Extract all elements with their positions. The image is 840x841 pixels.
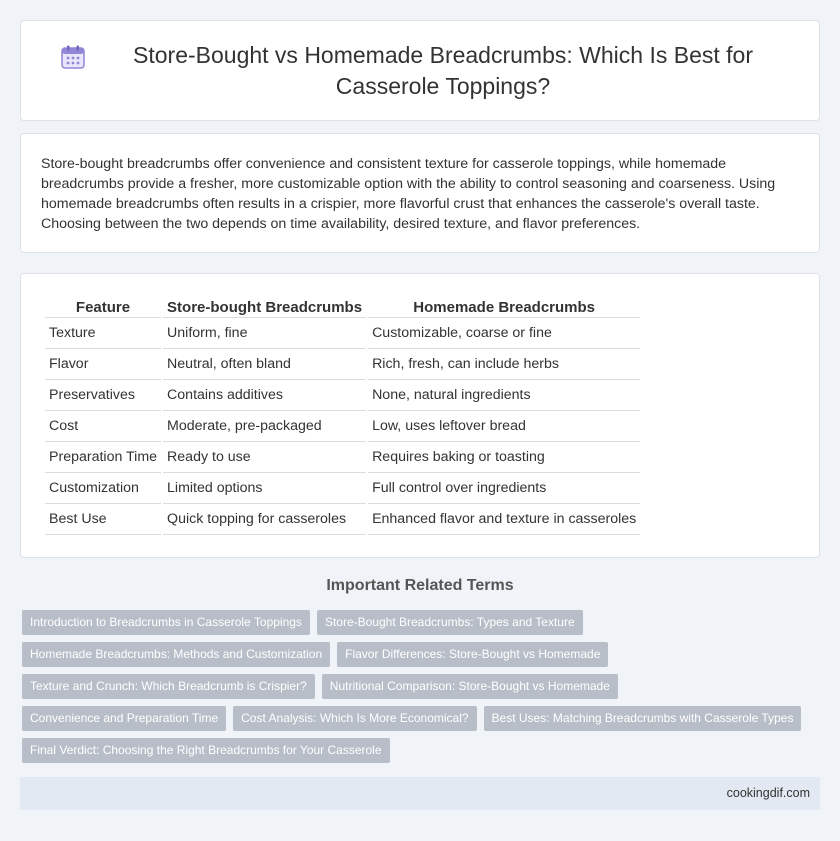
table-cell: None, natural ingredients: [368, 380, 640, 411]
table-cell: Rich, fresh, can include herbs: [368, 349, 640, 380]
footer-site-link[interactable]: cookingdif.com: [726, 786, 810, 800]
table-cell: Customizable, coarse or fine: [368, 318, 640, 349]
related-terms-list: [22, 610, 812, 770]
intro-card: [20, 133, 820, 253]
table-cell: Low, uses leftover bread: [368, 411, 640, 442]
table-row: [45, 411, 640, 442]
table-cell: Flavor: [45, 349, 161, 380]
related-term-link[interactable]: Texture and Crunch: Which Breadcrumb is Crispier?: [22, 674, 315, 699]
table-cell: Customization: [45, 473, 161, 504]
related-term-link[interactable]: Final Verdict: Choosing the Right Breadcrumbs for Your Casserole: [22, 738, 390, 763]
table-cell: Texture: [45, 318, 161, 349]
table-cell: Full control over ingredients: [368, 473, 640, 504]
table-cell: Enhanced flavor and texture in casseroles: [368, 504, 640, 535]
comparison-card: [20, 273, 820, 558]
related-term-link[interactable]: Cost Analysis: Which Is More Economical?: [233, 706, 476, 731]
page-title: Store-Bought vs Homemade Breadcrumbs: Which Is Best for Casserole Toppings?: [133, 41, 753, 99]
table-cell: Ready to use: [163, 442, 366, 473]
table-row: [45, 442, 640, 473]
column-header-feature: Feature: [45, 296, 161, 318]
title-card: [20, 20, 820, 121]
table-cell: Best Use: [45, 504, 161, 535]
table-cell: Uniform, fine: [163, 318, 366, 349]
related-term-link[interactable]: Store-Bought Breadcrumbs: Types and Texture: [317, 610, 583, 635]
table-cell: Moderate, pre-packaged: [163, 411, 366, 442]
table-row: [45, 380, 640, 411]
table-row: [45, 504, 640, 535]
table-cell: Limited options: [163, 473, 366, 504]
column-header-homemade: Homemade Breadcrumbs: [368, 296, 640, 318]
table-cell: Preservatives: [45, 380, 161, 411]
column-header-store-bought: Store-bought Breadcrumbs: [163, 296, 366, 318]
table-row: [45, 349, 640, 380]
related-term-link[interactable]: Convenience and Preparation Time: [22, 706, 226, 731]
footer: [20, 777, 820, 810]
table-cell: Contains additives: [163, 380, 366, 411]
table-header-row: [45, 296, 640, 318]
comparison-table: [43, 296, 642, 535]
table-cell: Cost: [45, 411, 161, 442]
table-cell: Quick topping for casseroles: [163, 504, 366, 535]
related-term-link[interactable]: Flavor Differences: Store-Bought vs Homemade: [337, 642, 608, 667]
table-cell: Requires baking or toasting: [368, 442, 640, 473]
calendar-icon: [60, 44, 86, 70]
table-cell: Neutral, often bland: [163, 349, 366, 380]
related-terms-heading: Important Related Terms: [326, 577, 514, 594]
table-row: [45, 473, 640, 504]
table-row: [45, 318, 640, 349]
table-cell: Preparation Time: [45, 442, 161, 473]
title-row: [60, 40, 780, 102]
related-term-link[interactable]: Introduction to Breadcrumbs in Casserole Toppings: [22, 610, 310, 635]
related-term-link[interactable]: Best Uses: Matching Breadcrumbs with Casserole Types: [484, 706, 802, 731]
intro-paragraph: Store-bought breadcrumbs offer convenience and consistent texture for casserole toppings, while homemade breadcrumbs provide a fresher, more customizable option with the ability to control seasoning and coarseness. Using homemade breadcrumbs often results in a crispier, more flavorful crust that enhances the casserole's overall taste. Choosing between the two depends on time availability, desired texture, and flavor preferences.: [41, 156, 776, 232]
related-term-link[interactable]: Nutritional Comparison: Store-Bought vs Homemade: [322, 674, 618, 699]
related-term-link[interactable]: Homemade Breadcrumbs: Methods and Customization: [22, 642, 330, 667]
